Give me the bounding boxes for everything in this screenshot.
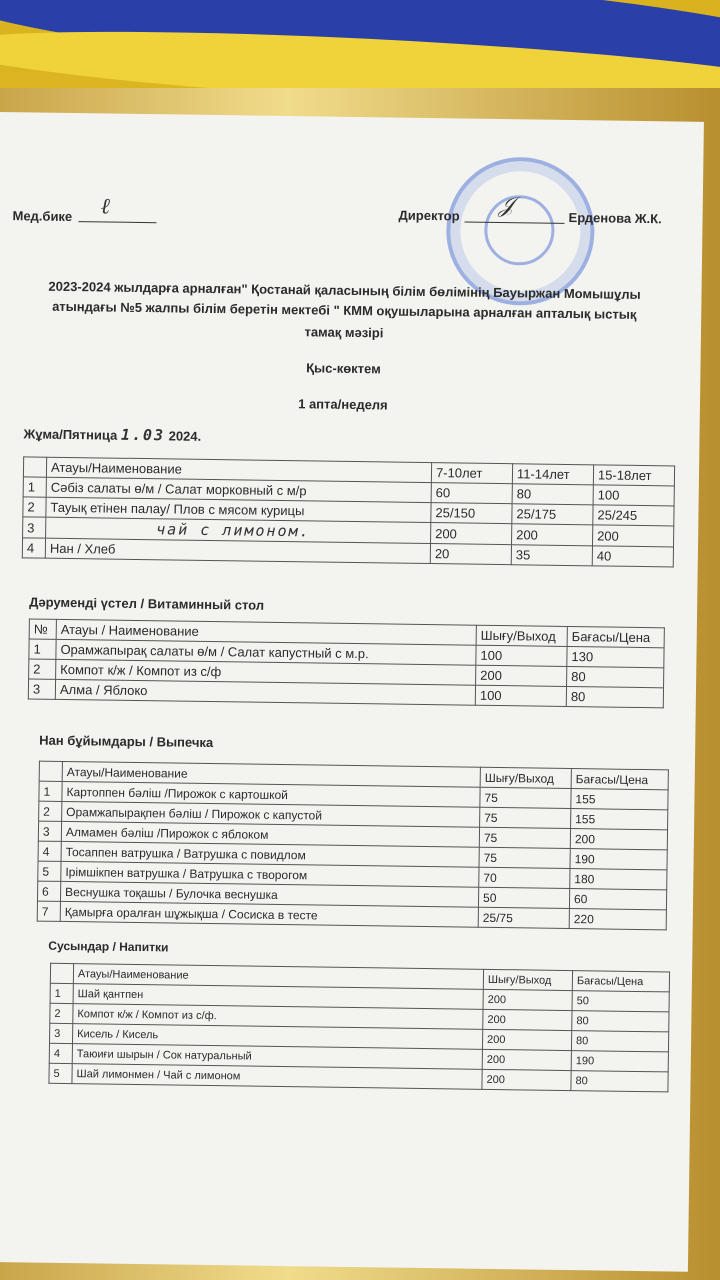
column-header: 11-14лет bbox=[512, 464, 593, 485]
table-cell: 50 bbox=[478, 887, 569, 908]
table-cell: 100 bbox=[593, 485, 674, 506]
table-cell: Шай қантпен bbox=[73, 984, 483, 1010]
column-header: 15-18лет bbox=[593, 465, 674, 486]
table-cell: 3 bbox=[28, 679, 55, 699]
table-cell: 75 bbox=[479, 847, 570, 868]
column-header: Шығу/Выход bbox=[483, 969, 572, 990]
table-cell: 100 bbox=[475, 685, 566, 706]
season: Қыс-көктем bbox=[306, 360, 381, 377]
table-cell: 50 bbox=[572, 991, 669, 1012]
table-cell: 2 bbox=[29, 659, 56, 679]
table-cell: 200 bbox=[483, 1009, 572, 1030]
table-cell: 200 bbox=[570, 829, 667, 850]
table-cell: 3 bbox=[38, 821, 61, 841]
table-cell: 200 bbox=[482, 1069, 571, 1090]
table-cell: 190 bbox=[570, 849, 667, 870]
table-cell: 2 bbox=[23, 497, 46, 517]
column-header: Бағасы/Цена bbox=[572, 971, 669, 992]
table-cell: 180 bbox=[570, 869, 667, 890]
table-cell: 20 bbox=[430, 544, 511, 565]
table-cell: 25/175 bbox=[512, 504, 593, 525]
table-cell: Алмамен бәліш /Пирожок с яблоком bbox=[61, 821, 479, 847]
table-cell: 6 bbox=[37, 881, 60, 901]
table-cell: Кисель / Кисель bbox=[72, 1024, 482, 1050]
table-cell: 190 bbox=[571, 1051, 668, 1072]
column-header: Шығу/Выход bbox=[476, 625, 567, 646]
column-header: Атауы/Наименование bbox=[73, 964, 483, 990]
table-cell: 3 bbox=[50, 1023, 73, 1043]
table-cell: 200 bbox=[512, 524, 593, 546]
table-cell: 1 bbox=[39, 781, 62, 801]
bakery-table bbox=[37, 761, 669, 931]
table-cell: Веснушка тоқашы / Булочка веснушка bbox=[60, 881, 478, 907]
drinks-table bbox=[48, 963, 670, 1093]
table-cell: Орамжапырақ салаты ө/м / Салат капустный с м.р. bbox=[56, 639, 476, 665]
table-cell: 1 bbox=[50, 983, 73, 1003]
table-cell: Тауық етінен палау/ Плов с мясом курицы bbox=[46, 497, 431, 522]
table-cell: 60 bbox=[569, 889, 666, 910]
table-cell: 220 bbox=[569, 909, 666, 930]
director-label: Директор bbox=[398, 207, 460, 224]
table-cell: 3 bbox=[23, 517, 46, 538]
table-cell: 1 bbox=[23, 477, 46, 497]
table-cell: 4 bbox=[49, 1043, 72, 1063]
table-cell: 4 bbox=[22, 538, 45, 558]
title-line-2: атындағы №5 жалпы білім беретін мектебі " КММ оқушыларына арналған апталық ыстық bbox=[52, 298, 637, 322]
table-cell: Ірімшікпен ватрушка / Ватрушка с творогом bbox=[61, 861, 479, 887]
column-header: Атауы/Наименование bbox=[62, 761, 480, 787]
table-cell: Сәбіз салаты ө/м / Салат морковный с м/р bbox=[46, 477, 431, 502]
nurse-signature-line bbox=[78, 221, 156, 223]
column-header: 7-10лет bbox=[431, 463, 512, 484]
table-cell: 155 bbox=[571, 809, 668, 830]
table-cell: 80 bbox=[571, 1071, 668, 1092]
stamp-emblem bbox=[484, 192, 555, 266]
table-cell: 200 bbox=[431, 523, 512, 545]
table-cell: 1 bbox=[29, 639, 56, 659]
table-cell: 35 bbox=[511, 545, 592, 566]
date-suffix: 2024. bbox=[168, 428, 202, 444]
table-cell: Алма / Яблоко bbox=[55, 679, 475, 705]
table-cell: 40 bbox=[592, 546, 673, 567]
table-cell: 100 bbox=[476, 645, 567, 666]
director-signature: 𝒥 bbox=[498, 192, 515, 219]
nurse-signature: ℓ bbox=[100, 194, 111, 220]
vitamin-table bbox=[28, 618, 665, 708]
column-header: Бағасы/Цена bbox=[567, 626, 664, 647]
column-header: Шығу/Выход bbox=[480, 767, 571, 788]
table-cell: Қамырға оралған шұжықша / Сосиска в тесте bbox=[60, 901, 478, 927]
table-cell: 70 bbox=[479, 867, 570, 888]
table-cell: 5 bbox=[49, 1063, 72, 1083]
column-header bbox=[50, 963, 73, 983]
table-cell: Компот к/ж / Компот из с/ф bbox=[56, 659, 476, 685]
table-cell: Компот к/ж / Компот из с/ф. bbox=[73, 1004, 483, 1030]
table-cell: Тосаппен ватрушка / Ватрушка с повидлом bbox=[61, 841, 479, 867]
table-cell: 200 bbox=[476, 665, 567, 686]
table-cell: 80 bbox=[512, 484, 593, 505]
table-cell: 2 bbox=[50, 1003, 73, 1023]
table-cell: 75 bbox=[479, 827, 570, 848]
column-header: № bbox=[29, 619, 56, 639]
date-handwritten: 1.03 bbox=[120, 425, 166, 445]
column-header bbox=[39, 761, 62, 781]
table-cell: Картоппен бәліш /Пирожок с картошкой bbox=[62, 781, 480, 807]
table-cell: 25/150 bbox=[431, 503, 512, 524]
table-cell: 60 bbox=[431, 483, 512, 504]
table-cell: 4 bbox=[38, 841, 61, 861]
table-cell: 200 bbox=[593, 525, 674, 547]
nurse-label: Мед.бике bbox=[12, 208, 73, 225]
table-cell: чай с лимоном. bbox=[46, 517, 431, 543]
column-header: Атауы/Наименование bbox=[46, 457, 431, 482]
title-line-3: тамақ мәзірі bbox=[304, 324, 384, 341]
table-cell: Таюиғи шырын / Сок натуральный bbox=[72, 1044, 482, 1070]
table-cell: 200 bbox=[482, 1029, 571, 1050]
table-cell: 5 bbox=[38, 861, 61, 881]
table-cell: 80 bbox=[572, 1011, 669, 1032]
table-cell: 200 bbox=[482, 1049, 571, 1070]
week: 1 апта/неделя bbox=[298, 396, 388, 413]
menu-sheet bbox=[0, 112, 704, 1272]
table-cell: 80 bbox=[571, 1031, 668, 1052]
table-cell: Орамжапырақпен бәліш / Пирожок с капустой bbox=[62, 801, 480, 827]
table-cell: Шай лимонмен / Чай с лимоном bbox=[72, 1064, 482, 1090]
table-cell: 7 bbox=[37, 901, 60, 921]
table-cell: Нан / Хлеб bbox=[45, 538, 430, 563]
bakery-heading: Нан бұйымдары / Выпечка bbox=[39, 732, 214, 751]
table-cell: 25/75 bbox=[478, 907, 569, 928]
table-cell: 25/245 bbox=[593, 505, 674, 526]
vitamin-heading: Дәрумендi үстел / Витаминный стол bbox=[29, 594, 265, 613]
column-header: Бағасы/Цена bbox=[571, 769, 668, 790]
table-cell: 80 bbox=[567, 666, 664, 687]
table-cell: 75 bbox=[480, 807, 571, 828]
date-prefix: Жұма/Пятница bbox=[23, 426, 118, 443]
table-cell: 155 bbox=[571, 789, 668, 810]
table-cell: 75 bbox=[480, 787, 571, 808]
column-header: Атауы / Наименование bbox=[56, 619, 476, 645]
table-cell: 130 bbox=[567, 646, 664, 667]
table-cell: 2 bbox=[39, 801, 62, 821]
table-cell: 80 bbox=[566, 686, 663, 707]
date-line bbox=[23, 424, 201, 444]
director-name: Ерденова Ж.К. bbox=[568, 209, 662, 227]
main-menu-table bbox=[22, 456, 675, 567]
drinks-heading: Сусындар / Напитки bbox=[48, 938, 169, 955]
title-line-1: 2023-2024 жылдарға арналған" Қостанай қаласының білім бөлімінің Бауыржан Момышұлы bbox=[48, 278, 641, 302]
column-header bbox=[23, 457, 46, 477]
table-cell: 200 bbox=[483, 989, 572, 1010]
